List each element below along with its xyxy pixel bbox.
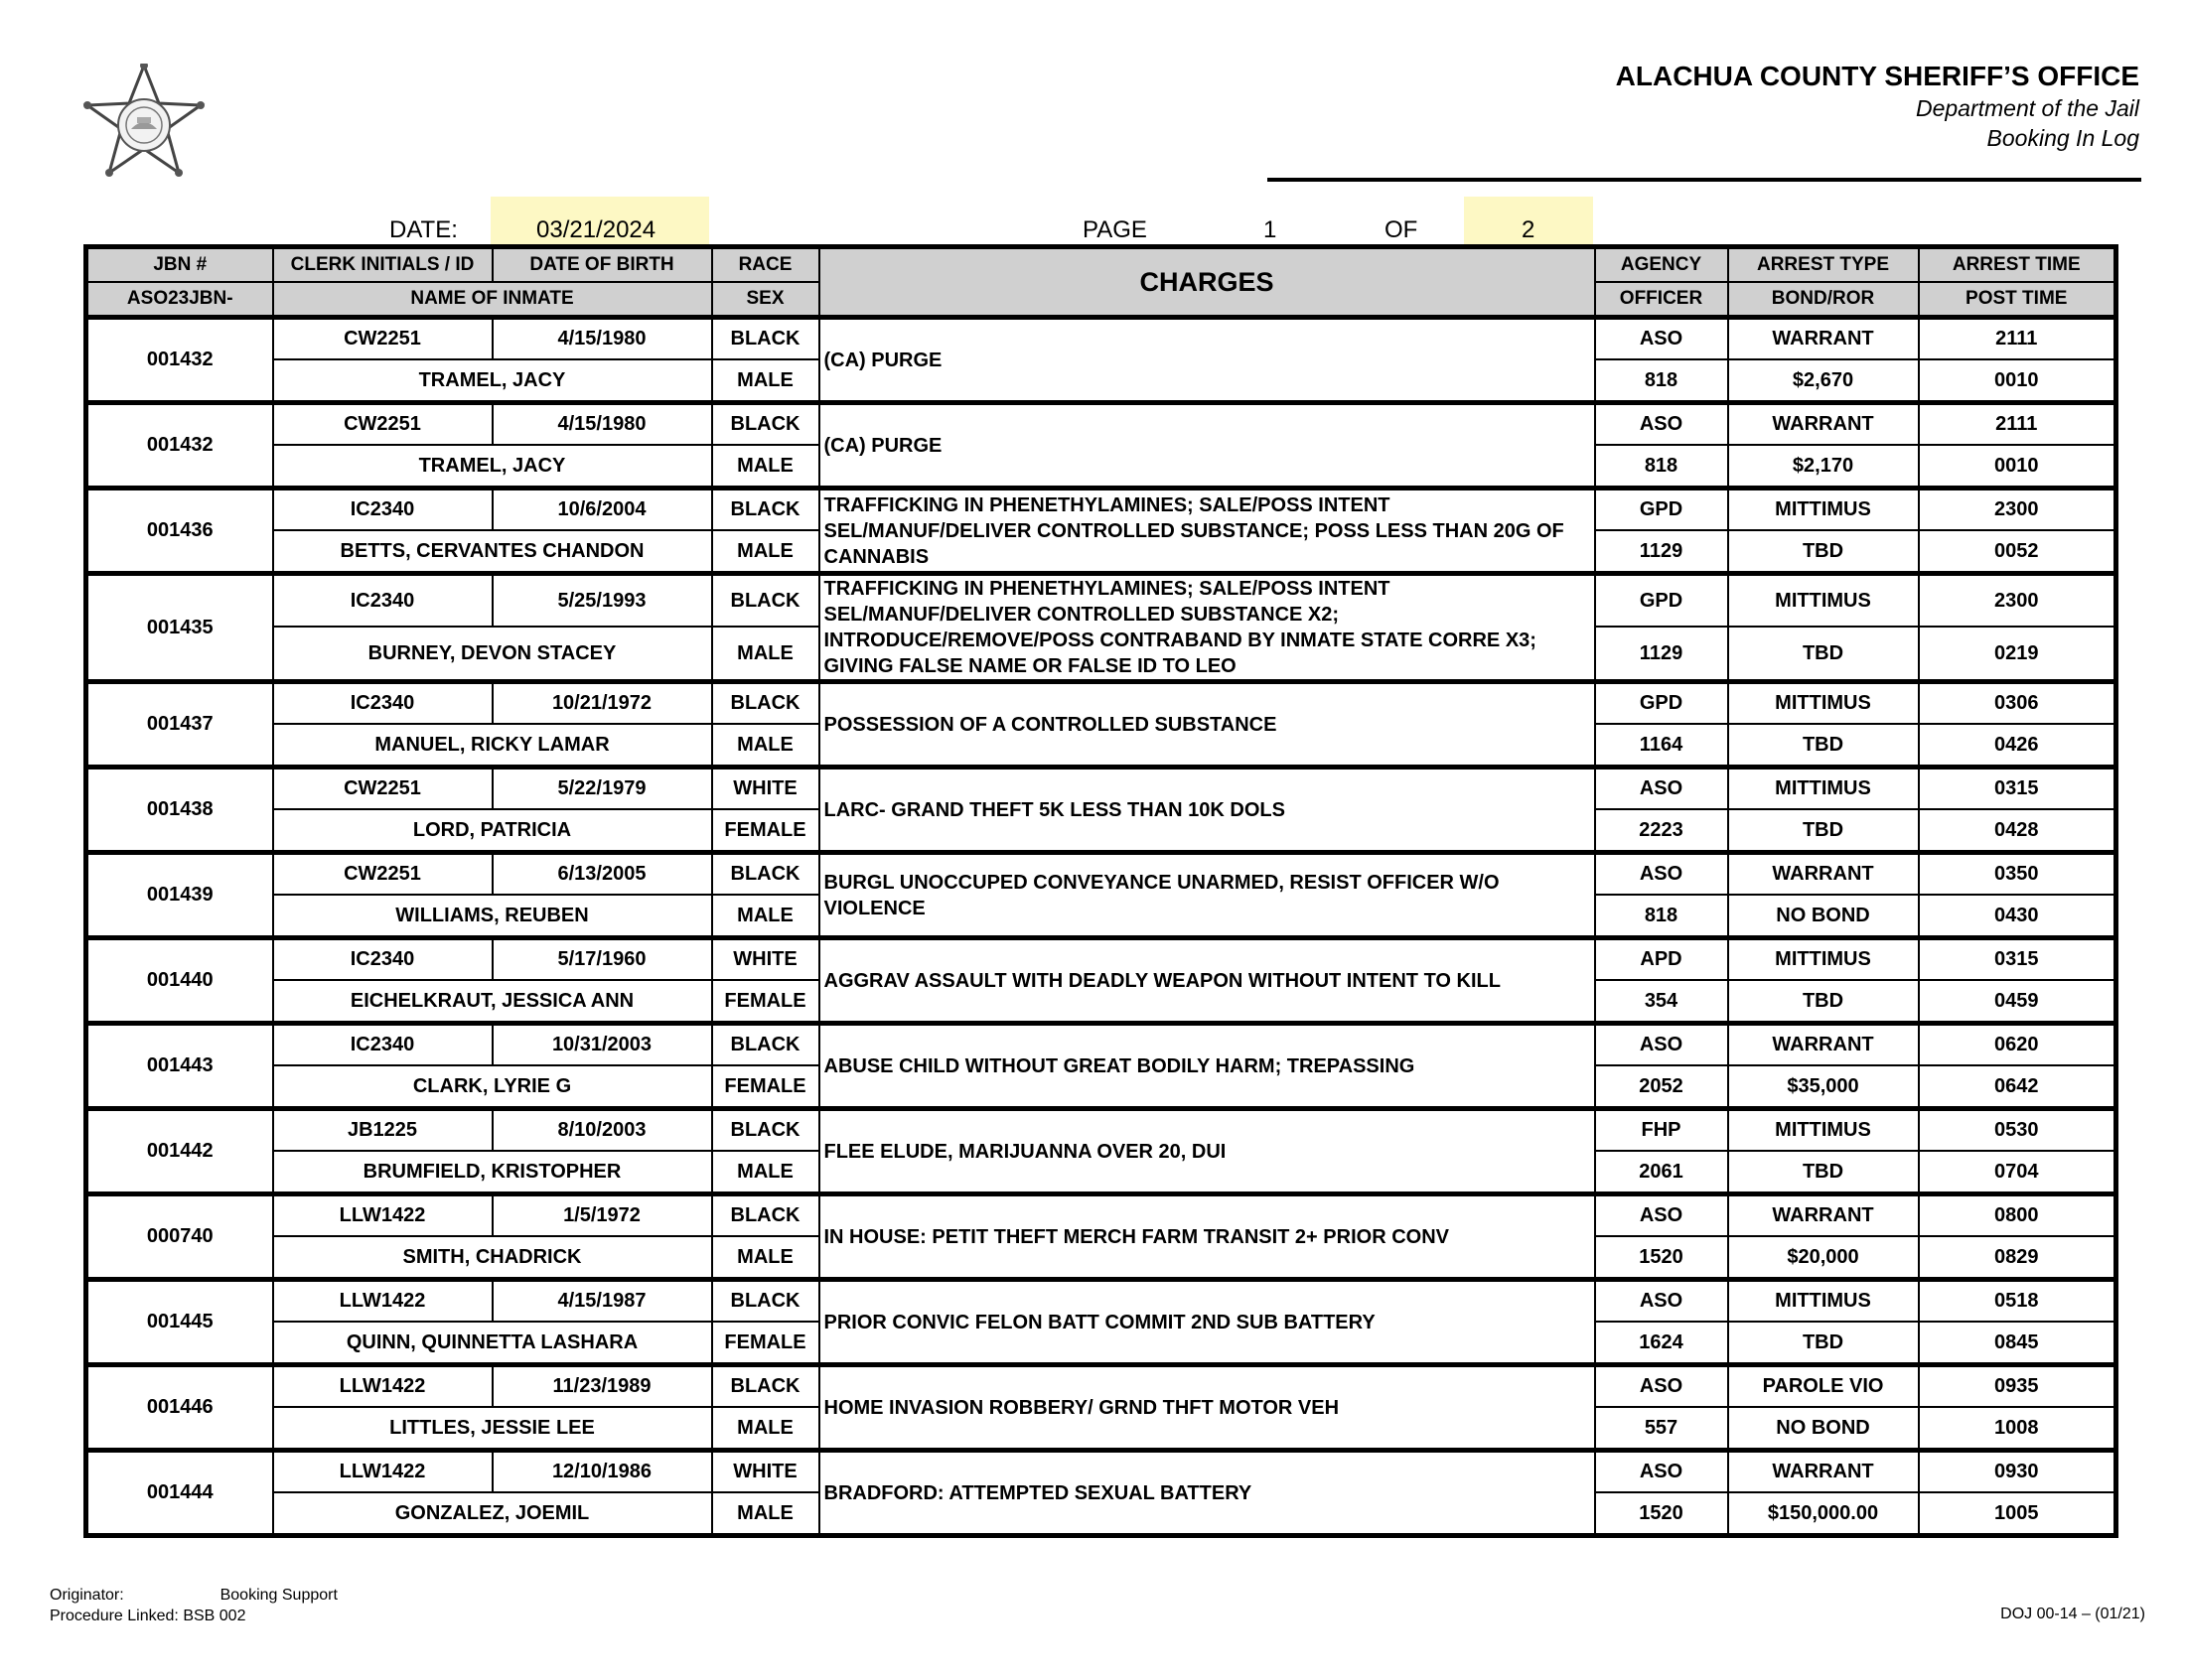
sheriff-star-badge-icon bbox=[73, 64, 215, 179]
arrest-type-cell: WARRANT bbox=[1728, 1024, 1919, 1066]
table-row bbox=[86, 574, 2116, 628]
clerk-id-cell: IC2340 bbox=[273, 1024, 493, 1066]
race-cell: BLACK bbox=[712, 853, 819, 896]
table-row bbox=[86, 1451, 2116, 1493]
bond-cell: TBD bbox=[1728, 530, 1919, 574]
arrest-type-cell: WARRANT bbox=[1728, 318, 1919, 360]
dob-cell: 5/25/1993 bbox=[493, 574, 712, 628]
clerk-id-cell: CW2251 bbox=[273, 768, 493, 810]
charges-cell: TRAFFICKING IN PHENETHYLAMINES; SALE/POSS INTENT SEL/MANUF/DELIVER CONTROLLED SUBSTANCE; POSS LESS THAN 20G OF CANNABIS bbox=[819, 489, 1595, 574]
of-value: 2 bbox=[1522, 216, 1535, 243]
dob-cell: 4/15/1980 bbox=[493, 318, 712, 360]
jbn-cell: 001432 bbox=[86, 403, 273, 489]
inmate-name-cell: CLARK, LYRIE G bbox=[273, 1065, 712, 1109]
dob-cell: 8/10/2003 bbox=[493, 1109, 712, 1152]
dob-cell: 5/22/1979 bbox=[493, 768, 712, 810]
sex-cell: FEMALE bbox=[712, 1322, 819, 1365]
agency-cell: ASO bbox=[1595, 1194, 1728, 1237]
sex-cell: MALE bbox=[712, 1492, 819, 1536]
page-label: PAGE bbox=[1083, 216, 1147, 243]
clerk-id-cell: IC2340 bbox=[273, 938, 493, 981]
post-time-cell: 0430 bbox=[1919, 895, 2116, 938]
charges-header: CHARGES bbox=[819, 247, 1595, 318]
post-time-cell: 0829 bbox=[1919, 1236, 2116, 1280]
bond-cell: TBD bbox=[1728, 980, 1919, 1024]
name-header: NAME OF INMATE bbox=[273, 282, 712, 318]
race-cell: BLACK bbox=[712, 1109, 819, 1152]
bond-cell: NO BOND bbox=[1728, 895, 1919, 938]
jbn-cell: 001437 bbox=[86, 682, 273, 768]
officer-cell: 1129 bbox=[1595, 530, 1728, 574]
charges-cell: ABUSE CHILD WITHOUT GREAT BODILY HARM; TREPASSING bbox=[819, 1024, 1595, 1109]
table-row bbox=[86, 489, 2116, 531]
arrest-time-cell: 0530 bbox=[1919, 1109, 2116, 1152]
officer-cell: 818 bbox=[1595, 895, 1728, 938]
procedure-value: BSB 002 bbox=[183, 1608, 246, 1624]
dob-cell: 10/6/2004 bbox=[493, 489, 712, 531]
charges-cell: BRADFORD: ATTEMPTED SEXUAL BATTERY bbox=[819, 1451, 1595, 1536]
arrest-time-cell: 0350 bbox=[1919, 853, 2116, 896]
clerk-id-cell: JB1225 bbox=[273, 1109, 493, 1152]
charges-cell: AGGRAV ASSAULT WITH DEADLY WEAPON WITHOUT INTENT TO KILL bbox=[819, 938, 1595, 1024]
inmate-name-cell: TRAMEL, JACY bbox=[273, 445, 712, 489]
jbn-cell: 000740 bbox=[86, 1194, 273, 1280]
report-header bbox=[1616, 60, 2139, 153]
inmate-name-cell: SMITH, CHADRICK bbox=[273, 1236, 712, 1280]
clerk-id-cell: CW2251 bbox=[273, 403, 493, 446]
clerk-id-cell: IC2340 bbox=[273, 574, 493, 628]
inmate-name-cell: EICHELKRAUT, JESSICA ANN bbox=[273, 980, 712, 1024]
race-cell: BLACK bbox=[712, 1024, 819, 1066]
arrest-time-cell: 0315 bbox=[1919, 938, 2116, 981]
bond-cell: TBD bbox=[1728, 809, 1919, 853]
arrest-type-cell: MITTIMUS bbox=[1728, 682, 1919, 725]
race-cell: WHITE bbox=[712, 768, 819, 810]
arrest-time-cell: 0518 bbox=[1919, 1280, 2116, 1323]
bond-cell: $150,000.00 bbox=[1728, 1492, 1919, 1536]
arrest-time-cell: 0315 bbox=[1919, 768, 2116, 810]
dob-header: DATE OF BIRTH bbox=[493, 247, 712, 283]
race-cell: BLACK bbox=[712, 1365, 819, 1408]
table-row bbox=[86, 1024, 2116, 1066]
sex-cell: MALE bbox=[712, 1151, 819, 1194]
log-name: Booking In Log bbox=[1986, 125, 2139, 151]
dob-cell: 10/31/2003 bbox=[493, 1024, 712, 1066]
bond-cell: $2,170 bbox=[1728, 445, 1919, 489]
inmate-name-cell: LITTLES, JESSIE LEE bbox=[273, 1407, 712, 1451]
sex-cell: FEMALE bbox=[712, 1065, 819, 1109]
form-code: DOJ 00-14 – (01/21) bbox=[2000, 1606, 2145, 1622]
agency-cell: ASO bbox=[1595, 403, 1728, 446]
dob-cell: 1/5/1972 bbox=[493, 1194, 712, 1237]
clerk-id-cell: LLW1422 bbox=[273, 1365, 493, 1408]
jbn-cell: 001432 bbox=[86, 318, 273, 403]
bond-cell: $20,000 bbox=[1728, 1236, 1919, 1280]
officer-cell: 1129 bbox=[1595, 627, 1728, 681]
table-row bbox=[86, 1109, 2116, 1152]
dob-cell: 10/21/1972 bbox=[493, 682, 712, 725]
arrest-type-cell: MITTIMUS bbox=[1728, 1109, 1919, 1152]
charges-cell: TRAFFICKING IN PHENETHYLAMINES; SALE/POSS INTENT SEL/MANUF/DELIVER CONTROLLED SUBSTANCE X2; INTRODUCE/REMOVE/POSS CONTRABAND BY INMATE STATE CORRE X3; GIVING FALSE NAME OR FALSE ID TO LEO bbox=[819, 574, 1595, 682]
dob-cell: 6/13/2005 bbox=[493, 853, 712, 896]
race-header: RACE bbox=[712, 247, 819, 283]
inmate-name-cell: MANUEL, RICKY LAMAR bbox=[273, 724, 712, 768]
dob-cell: 4/15/1980 bbox=[493, 403, 712, 446]
clerk-header: CLERK INITIALS / ID bbox=[273, 247, 493, 283]
sex-cell: FEMALE bbox=[712, 980, 819, 1024]
charges-cell: IN HOUSE: PETIT THEFT MERCH FARM TRANSIT 2+ PRIOR CONV bbox=[819, 1194, 1595, 1280]
arrest-type-cell: MITTIMUS bbox=[1728, 489, 1919, 531]
page-value: 1 bbox=[1263, 216, 1277, 243]
race-cell: WHITE bbox=[712, 1451, 819, 1493]
officer-cell: 1624 bbox=[1595, 1322, 1728, 1365]
arrest-time-cell: 0306 bbox=[1919, 682, 2116, 725]
jbn-cell: 001442 bbox=[86, 1109, 273, 1194]
booking-rows bbox=[86, 318, 2116, 1536]
post-time-cell: 0459 bbox=[1919, 980, 2116, 1024]
bond-cell: $35,000 bbox=[1728, 1065, 1919, 1109]
table-row bbox=[86, 1194, 2116, 1237]
bond-cell: TBD bbox=[1728, 724, 1919, 768]
race-cell: BLACK bbox=[712, 1194, 819, 1237]
bond-cell: TBD bbox=[1728, 627, 1919, 681]
agency-cell: GPD bbox=[1595, 682, 1728, 725]
arrest-type-cell: PAROLE VIO bbox=[1728, 1365, 1919, 1408]
jbn-cell: 001439 bbox=[86, 853, 273, 938]
arrest-time-cell: 2111 bbox=[1919, 403, 2116, 446]
table-row bbox=[86, 318, 2116, 360]
footer-left bbox=[50, 1585, 338, 1626]
charges-cell: FLEE ELUDE, MARIJUANNA OVER 20, DUI bbox=[819, 1109, 1595, 1194]
race-cell: WHITE bbox=[712, 938, 819, 981]
charges-cell: POSSESSION OF A CONTROLLED SUBSTANCE bbox=[819, 682, 1595, 768]
clerk-id-cell: CW2251 bbox=[273, 318, 493, 360]
clerk-id-cell: IC2340 bbox=[273, 682, 493, 725]
officer-cell: 2223 bbox=[1595, 809, 1728, 853]
officer-cell: 1164 bbox=[1595, 724, 1728, 768]
agency-cell: ASO bbox=[1595, 1024, 1728, 1066]
inmate-name-cell: BETTS, CERVANTES CHANDON bbox=[273, 530, 712, 574]
post-time-cell: 0428 bbox=[1919, 809, 2116, 853]
arrest-type-header: ARREST TYPE bbox=[1728, 247, 1919, 283]
arrest-time-cell: 2300 bbox=[1919, 574, 2116, 628]
sex-cell: MALE bbox=[712, 895, 819, 938]
race-cell: BLACK bbox=[712, 489, 819, 531]
inmate-name-cell: QUINN, QUINNETTA LASHARA bbox=[273, 1322, 712, 1365]
bond-cell: NO BOND bbox=[1728, 1407, 1919, 1451]
jbn-cell: 001446 bbox=[86, 1365, 273, 1451]
department-name: Department of the Jail bbox=[1915, 95, 2139, 121]
race-cell: BLACK bbox=[712, 574, 819, 628]
of-label: OF bbox=[1384, 216, 1418, 243]
booking-log-table bbox=[83, 244, 2118, 1538]
sex-cell: MALE bbox=[712, 627, 819, 681]
jbn-cell: 001444 bbox=[86, 1451, 273, 1536]
arrest-type-cell: WARRANT bbox=[1728, 1451, 1919, 1493]
post-time-cell: 0219 bbox=[1919, 627, 2116, 681]
jbn-cell: 001443 bbox=[86, 1024, 273, 1109]
agency-cell: ASO bbox=[1595, 318, 1728, 360]
post-time-cell: 0704 bbox=[1919, 1151, 2116, 1194]
post-time-cell: 0642 bbox=[1919, 1065, 2116, 1109]
arrest-type-cell: MITTIMUS bbox=[1728, 1280, 1919, 1323]
sex-cell: MALE bbox=[712, 445, 819, 489]
arrest-type-cell: WARRANT bbox=[1728, 853, 1919, 896]
bond-header: BOND/ROR bbox=[1728, 282, 1919, 318]
race-cell: BLACK bbox=[712, 318, 819, 360]
jbn-header: JBN # bbox=[86, 247, 273, 283]
sex-cell: MALE bbox=[712, 1236, 819, 1280]
arrest-time-cell: 0935 bbox=[1919, 1365, 2116, 1408]
agency-cell: ASO bbox=[1595, 1451, 1728, 1493]
arrest-type-cell: WARRANT bbox=[1728, 1194, 1919, 1237]
dob-cell: 11/23/1989 bbox=[493, 1365, 712, 1408]
jbn-prefix-header: ASO23JBN- bbox=[86, 282, 273, 318]
header-divider bbox=[1267, 178, 2141, 182]
officer-cell: 557 bbox=[1595, 1407, 1728, 1451]
arrest-time-cell: 2300 bbox=[1919, 489, 2116, 531]
officer-cell: 818 bbox=[1595, 445, 1728, 489]
charges-cell: PRIOR CONVIC FELON BATT COMMIT 2ND SUB BATTERY bbox=[819, 1280, 1595, 1365]
agency-cell: ASO bbox=[1595, 1365, 1728, 1408]
officer-header: OFFICER bbox=[1595, 282, 1728, 318]
charges-cell: LARC- GRAND THEFT 5K LESS THAN 10K DOLS bbox=[819, 768, 1595, 853]
post-time-cell: 0010 bbox=[1919, 359, 2116, 403]
race-cell: BLACK bbox=[712, 682, 819, 725]
inmate-name-cell: WILLIAMS, REUBEN bbox=[273, 895, 712, 938]
arrest-type-cell: MITTIMUS bbox=[1728, 938, 1919, 981]
table-row bbox=[86, 938, 2116, 981]
agency-cell: FHP bbox=[1595, 1109, 1728, 1152]
inmate-name-cell: LORD, PATRICIA bbox=[273, 809, 712, 853]
clerk-id-cell: LLW1422 bbox=[273, 1194, 493, 1237]
post-time-header: POST TIME bbox=[1919, 282, 2116, 318]
officer-cell: 1520 bbox=[1595, 1236, 1728, 1280]
dob-cell: 12/10/1986 bbox=[493, 1451, 712, 1493]
post-time-cell: 0010 bbox=[1919, 445, 2116, 489]
dob-cell: 5/17/1960 bbox=[493, 938, 712, 981]
jbn-cell: 001445 bbox=[86, 1280, 273, 1365]
arrest-time-cell: 0620 bbox=[1919, 1024, 2116, 1066]
sex-header: SEX bbox=[712, 282, 819, 318]
table-row bbox=[86, 1365, 2116, 1408]
clerk-id-cell: IC2340 bbox=[273, 489, 493, 531]
officer-cell: 1520 bbox=[1595, 1492, 1728, 1536]
date-label: DATE: bbox=[389, 216, 458, 243]
officer-cell: 354 bbox=[1595, 980, 1728, 1024]
bond-cell: TBD bbox=[1728, 1322, 1919, 1365]
clerk-id-cell: LLW1422 bbox=[273, 1451, 493, 1493]
jbn-cell: 001440 bbox=[86, 938, 273, 1024]
arrest-time-cell: 0800 bbox=[1919, 1194, 2116, 1237]
table-row bbox=[86, 768, 2116, 810]
post-time-cell: 1008 bbox=[1919, 1407, 2116, 1451]
agency-header: AGENCY bbox=[1595, 247, 1728, 283]
arrest-type-cell: WARRANT bbox=[1728, 403, 1919, 446]
agency-cell: ASO bbox=[1595, 1280, 1728, 1323]
race-cell: BLACK bbox=[712, 1280, 819, 1323]
charges-cell: HOME INVASION ROBBERY/ GRND THFT MOTOR VEH bbox=[819, 1365, 1595, 1451]
charges-cell: (CA) PURGE bbox=[819, 318, 1595, 403]
jbn-cell: 001436 bbox=[86, 489, 273, 574]
post-time-cell: 1005 bbox=[1919, 1492, 2116, 1536]
originator-value: Booking Support bbox=[219, 1587, 338, 1604]
arrest-time-cell: 2111 bbox=[1919, 318, 2116, 360]
table-row bbox=[86, 1280, 2116, 1323]
bond-cell: TBD bbox=[1728, 1151, 1919, 1194]
agency-cell: APD bbox=[1595, 938, 1728, 981]
sex-cell: MALE bbox=[712, 724, 819, 768]
agency-cell: ASO bbox=[1595, 768, 1728, 810]
jbn-cell: 001438 bbox=[86, 768, 273, 853]
officer-cell: 2052 bbox=[1595, 1065, 1728, 1109]
organization-name: ALACHUA COUNTY SHERIFF’S OFFICE bbox=[1615, 61, 2139, 91]
officer-cell: 2061 bbox=[1595, 1151, 1728, 1194]
arrest-type-cell: MITTIMUS bbox=[1728, 574, 1919, 628]
sex-cell: MALE bbox=[712, 530, 819, 574]
procedure-label: Procedure Linked: bbox=[50, 1608, 179, 1624]
table-row bbox=[86, 853, 2116, 896]
table-row bbox=[86, 682, 2116, 725]
originator-label: Originator: bbox=[50, 1587, 124, 1604]
officer-cell: 818 bbox=[1595, 359, 1728, 403]
sex-cell: MALE bbox=[712, 1407, 819, 1451]
post-time-cell: 0052 bbox=[1919, 530, 2116, 574]
table-row bbox=[86, 403, 2116, 446]
clerk-id-cell: CW2251 bbox=[273, 853, 493, 896]
date-value: 03/21/2024 bbox=[536, 216, 656, 243]
agency-cell: ASO bbox=[1595, 853, 1728, 896]
inmate-name-cell: GONZALEZ, JOEMIL bbox=[273, 1492, 712, 1536]
race-cell: BLACK bbox=[712, 403, 819, 446]
bond-cell: $2,670 bbox=[1728, 359, 1919, 403]
agency-cell: GPD bbox=[1595, 489, 1728, 531]
charges-cell: BURGL UNOCCUPED CONVEYANCE UNARMED, RESIST OFFICER W/O VIOLENCE bbox=[819, 853, 1595, 938]
dob-cell: 4/15/1987 bbox=[493, 1280, 712, 1323]
sex-cell: FEMALE bbox=[712, 809, 819, 853]
arrest-type-cell: MITTIMUS bbox=[1728, 768, 1919, 810]
charges-cell: (CA) PURGE bbox=[819, 403, 1595, 489]
arrest-time-cell: 0930 bbox=[1919, 1451, 2116, 1493]
jbn-cell: 001435 bbox=[86, 574, 273, 682]
post-time-cell: 0426 bbox=[1919, 724, 2116, 768]
inmate-name-cell: BRUMFIELD, KRISTOPHER bbox=[273, 1151, 712, 1194]
arrest-time-header: ARREST TIME bbox=[1919, 247, 2116, 283]
post-time-cell: 0845 bbox=[1919, 1322, 2116, 1365]
inmate-name-cell: TRAMEL, JACY bbox=[273, 359, 712, 403]
clerk-id-cell: LLW1422 bbox=[273, 1280, 493, 1323]
sex-cell: MALE bbox=[712, 359, 819, 403]
agency-cell: GPD bbox=[1595, 574, 1728, 628]
inmate-name-cell: BURNEY, DEVON STACEY bbox=[273, 627, 712, 681]
